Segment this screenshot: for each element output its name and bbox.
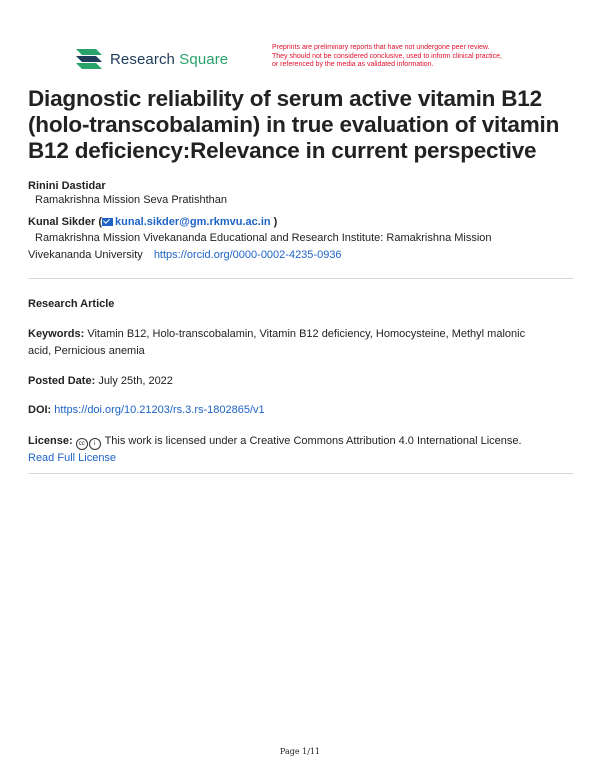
author-2 — [28, 216, 573, 264]
header — [74, 44, 554, 78]
title-line-2: (holo-transcobalamin) in true evaluation of vitamin — [28, 112, 560, 137]
keywords-value-line-1: Vitamin B12, Holo-transcobalamin, Vitamin B12 deficiency, Homocysteine, Methyl malonic — [87, 328, 526, 340]
orcid-link[interactable]: https://orcid.org/0000-0002-4235-0936 — [153, 249, 342, 261]
paper-title — [28, 86, 573, 164]
divider — [28, 278, 573, 279]
author-name-line: Kunal Sikder ( kunal.sikder@gm.rkmvu.ac.in ) — [28, 216, 278, 228]
attribution-icon: i — [89, 438, 101, 450]
author-affiliation-line-2: Vivekananda University https://orcid.org/0000-0002-4235-0936 — [28, 249, 342, 261]
author-1 — [28, 180, 573, 209]
research-square-logo[interactable] — [74, 46, 228, 72]
posted-date-label: Posted Date: — [28, 375, 96, 387]
title-line-1: Diagnostic reliability of serum active vitamin B12 — [28, 86, 542, 111]
notice-line-3: or referenced by the media as validated information. — [272, 61, 434, 68]
notice-line-2: They should not be considered conclusive, used to inform clinical practice, — [272, 52, 502, 60]
author-affiliation-line-1: Ramakrishna Mission Vivekananda Educational and Research Institute: Ramakrishna Mission — [35, 232, 492, 244]
license — [28, 433, 573, 467]
article-type: Research Article — [28, 298, 115, 310]
doi-label: DOI: — [28, 404, 52, 416]
creative-commons-icon: cc — [76, 438, 88, 450]
mail-icon[interactable] — [102, 218, 113, 226]
license-text: This work is licensed under a Creative Commons Attribution 4.0 International License. — [104, 435, 522, 447]
title-line-3: B12 deficiency:Relevance in current perspective — [28, 138, 537, 163]
keywords-value-line-2: acid, Pernicious anemia — [28, 345, 145, 357]
author-name: Rinini Dastidar — [28, 180, 106, 192]
keywords — [28, 326, 573, 360]
notice-line-1: Preprints are preliminary reports that have not undergone peer review. — [272, 44, 490, 51]
read-full-license-link[interactable]: Read Full License — [28, 452, 117, 464]
author-name: Kunal Sikder — [28, 216, 96, 228]
author-email-link[interactable]: kunal.sikder@gm.rkmvu.ac.in — [114, 216, 271, 228]
doi — [28, 404, 573, 416]
keywords-label: Keywords: — [28, 328, 85, 340]
divider — [28, 473, 573, 474]
posted-date-value: July 25th, 2022 — [98, 375, 173, 387]
preprint-notice — [272, 44, 542, 70]
page-number: Page 1/11 — [279, 747, 321, 756]
author-affiliation: Ramakrishna Mission Seva Pratishthan — [35, 194, 227, 206]
research-square-logo-icon — [74, 46, 104, 72]
posted-date — [28, 375, 573, 387]
license-label: License: — [28, 435, 73, 447]
logo-text: Research Square — [110, 50, 229, 68]
doi-link[interactable]: https://doi.org/10.21203/rs.3.rs-1802865/v1 — [54, 404, 265, 416]
